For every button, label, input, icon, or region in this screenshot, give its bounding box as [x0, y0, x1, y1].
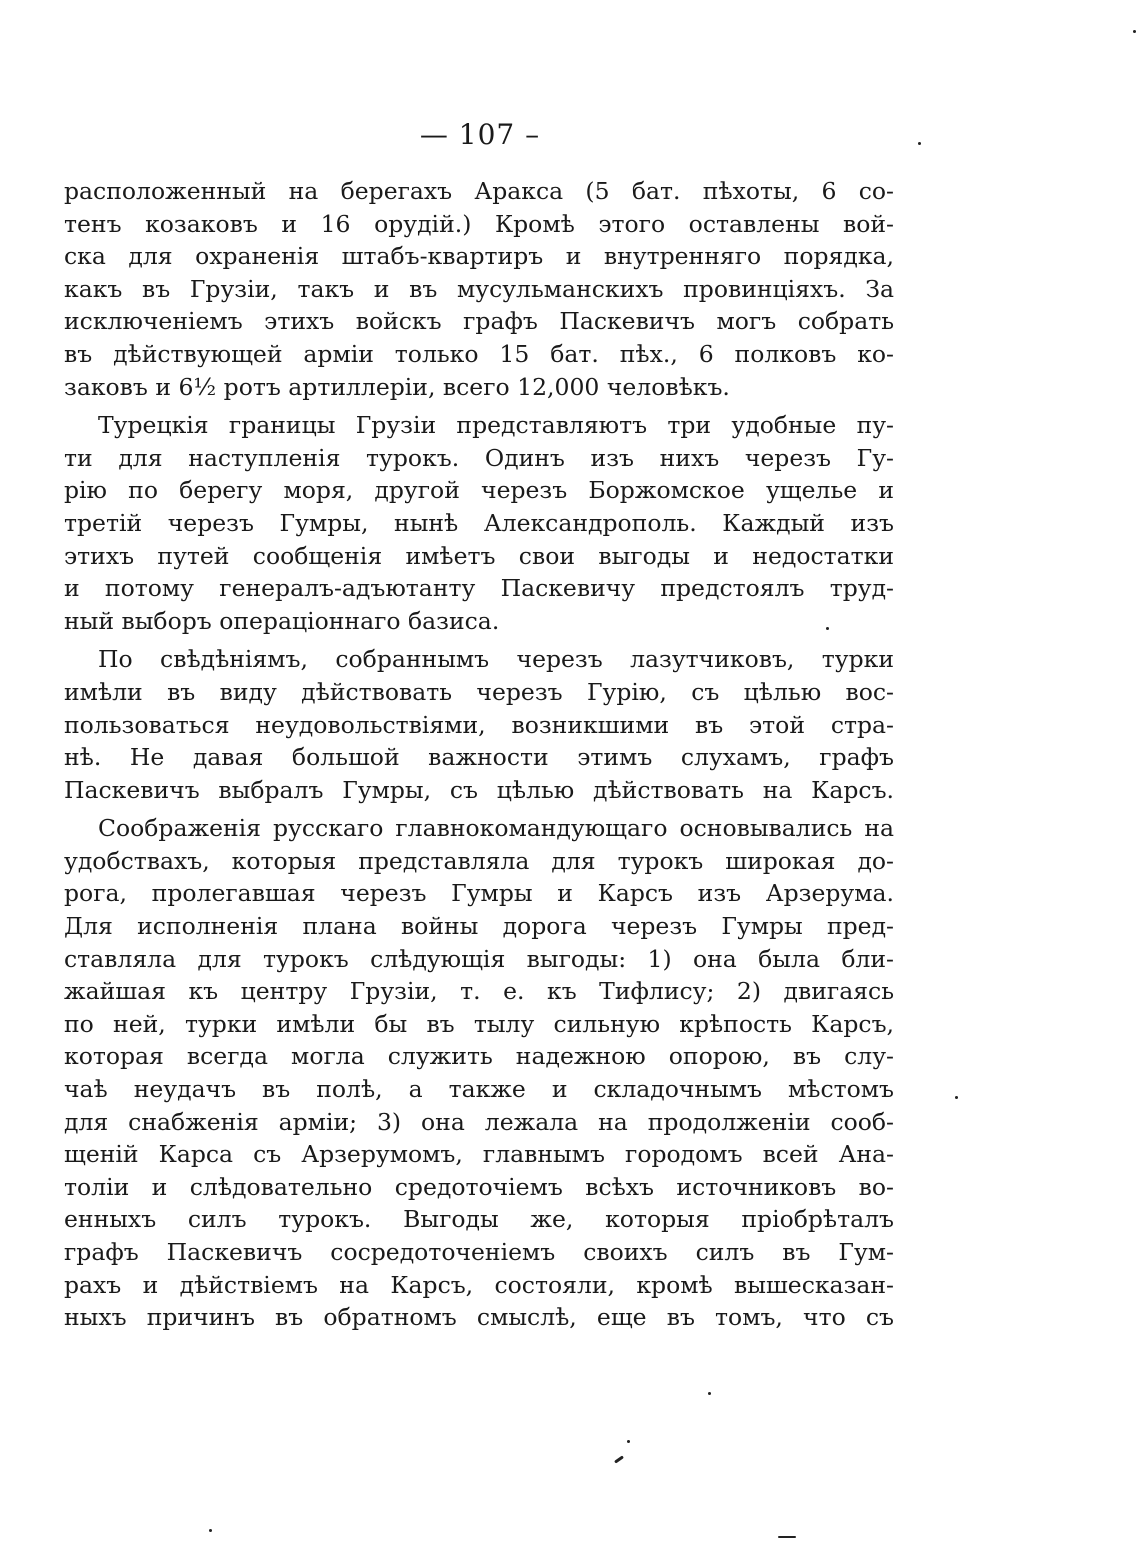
- text-line: ти для наступленія турокъ. Одинъ изъ нихъ черезъ Гу-: [64, 443, 894, 472]
- text-line: тенъ козаковъ и 16 орудій.) Кромѣ этого оставлены вой-: [64, 209, 894, 238]
- body-text: [64, 175, 894, 1334]
- text-line: по ней, турки имѣли бы въ тылу сильную крѣпость Карсъ,: [64, 1009, 894, 1038]
- text-line: рахъ и дѣйствіемъ на Карсъ, состояли, кромѣ вышесказан-: [64, 1270, 894, 1299]
- scan-speck: [955, 1096, 958, 1099]
- text-line: заковъ и 6½ ротъ артиллеріи, всего 12,000 человѣкъ.: [64, 372, 730, 401]
- text-line: рога, пролегавшая черезъ Гумры и Карсъ изъ Арзерума.: [64, 879, 894, 908]
- text-line: щеній Карса съ Арзерумомъ, главнымъ городомъ всей Ана-: [64, 1140, 894, 1169]
- page-number: — 107 –: [419, 118, 541, 151]
- scan-speck: [627, 1440, 630, 1443]
- text-line: удобствахъ, которыя представляла для турокъ широкая до-: [64, 846, 894, 875]
- scan-speck: [708, 1392, 711, 1395]
- text-line: какъ въ Грузіи, такъ и въ мусульманскихъ провинціяхъ. За: [64, 274, 894, 303]
- paragraph-4: [64, 812, 894, 1334]
- text-line: расположенный на берегахъ Аракса (5 бат. пѣхоты, 6 со-: [64, 177, 894, 205]
- text-line: Соображенія русскаго главнокомандующаго основывались на: [98, 814, 894, 843]
- text-line: ный выборъ операціоннаго базиса.: [64, 606, 500, 635]
- text-line: графъ Паскевичъ сосредоточеніемъ своихъ силъ въ Гум-: [64, 1238, 894, 1266]
- text-line: ска для охраненія штабъ-квартиръ и внутренняго порядка,: [64, 242, 894, 271]
- paragraph-3: [64, 643, 894, 806]
- scan-speck: [918, 142, 921, 145]
- scan-speck: [1133, 30, 1136, 33]
- text-line: енныхъ силъ турокъ. Выгоды же, которыя пріобрѣталъ: [64, 1205, 894, 1234]
- scan-speck: [614, 1455, 624, 1463]
- text-line: ныхъ причинъ въ обратномъ смыслѣ, еще въ томъ, что съ: [64, 1303, 894, 1332]
- text-line: рію по берегу моря, другой черезъ Боржомское ущелье и: [64, 476, 894, 505]
- text-line: ставляла для турокъ слѣдующія выгоды: 1) она была бли-: [64, 944, 894, 973]
- scan-speck: [778, 1536, 796, 1538]
- text-line: Паскевичъ выбралъ Гумры, съ цѣлью дѣйствовать на Карсъ.: [64, 775, 894, 804]
- text-line: для снабженія арміи; 3) она лежала на продолженіи сооб-: [64, 1107, 894, 1136]
- text-line: чаѣ неудачъ въ полѣ, а также и складочнымъ мѣстомъ: [64, 1075, 894, 1104]
- text-line: третій черезъ Гумры, нынѣ Александрополь. Каждый изъ: [64, 508, 894, 537]
- text-line: имѣли въ виду дѣйствовать черезъ Гурію, съ цѣлью вос-: [64, 677, 894, 706]
- text-line: жайшая къ центру Грузіи, т. е. къ Тифлису; 2) двигаясь: [64, 977, 894, 1006]
- text-line: исключеніемъ этихъ войскъ графъ Паскевичъ могъ собрать: [64, 307, 894, 336]
- text-line: толіи и слѣдовательно средоточіемъ всѣхъ источниковъ во-: [64, 1172, 894, 1201]
- text-line: которая всегда могла служить надежною опорою, въ слу-: [64, 1042, 894, 1071]
- scan-speck: [826, 627, 829, 630]
- text-line: нѣ. Не давая большой важности этимъ слухамъ, графъ: [64, 743, 894, 772]
- text-line: Турецкія границы Грузіи представляютъ три удобные пу-: [98, 411, 894, 440]
- text-line: этихъ путей сообщенія имѣетъ свои выгоды и недостатки: [64, 541, 894, 570]
- text-line: и потому генералъ-адъютанту Паскевичу предстоялъ труд-: [64, 574, 894, 603]
- paragraph-1: [64, 175, 894, 403]
- text-line: По свѣдѣніямъ, собраннымъ черезъ лазутчиковъ, турки: [98, 645, 894, 674]
- scan-speck: [209, 1529, 212, 1532]
- paragraph-2: [64, 409, 894, 637]
- text-line: пользоваться неудовольствіями, возникшими въ этой стра-: [64, 710, 894, 739]
- text-line: Для исполненія плана войны дорога черезъ Гумры пред-: [64, 912, 894, 941]
- text-line: въ дѣйствующей арміи только 15 бат. пѣх., 6 полковъ ко-: [64, 339, 894, 368]
